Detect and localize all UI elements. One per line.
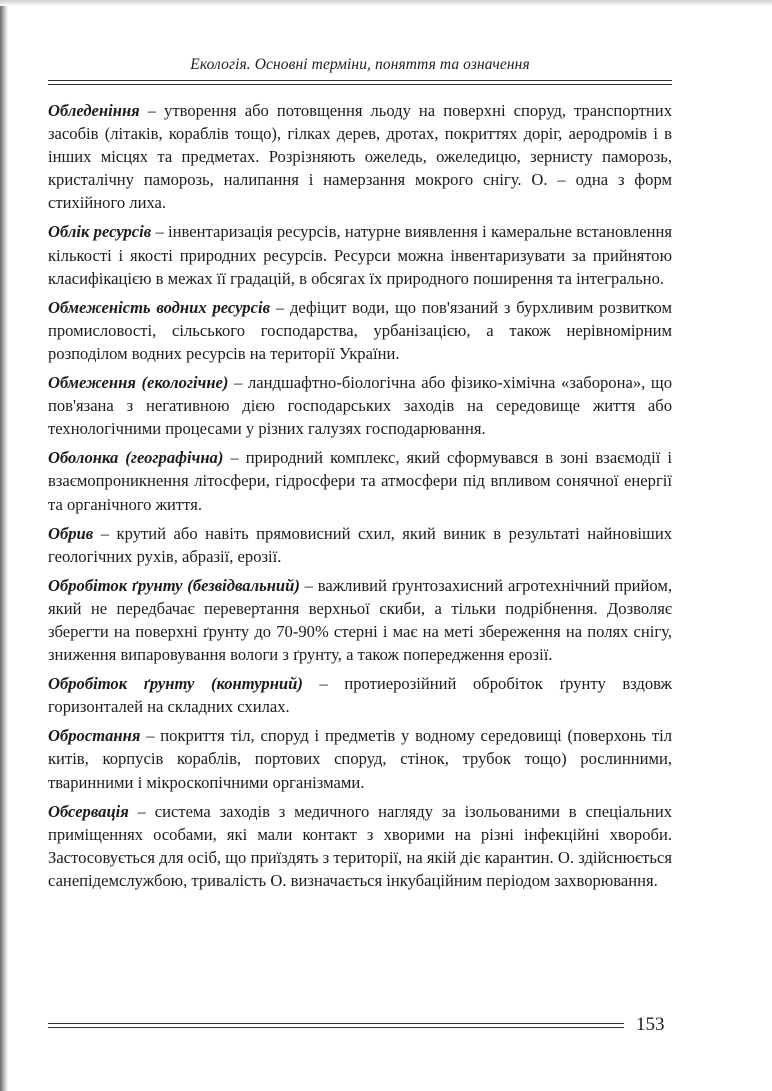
header-rule — [48, 84, 672, 85]
entry-term: Оболонка (географічна) — [48, 448, 224, 468]
entry-term: Обледеніння — [48, 101, 140, 120]
page-edge-shadow — [0, 0, 8, 1091]
entry-definition: – природний комплекс, який сформувався в зоні взаємодії і взаємопроникнення літосфери, гідросфери та атмосфери під впливом сонячної енергії та органічного життя. — [48, 448, 672, 514]
page-top-shadow — [0, 0, 772, 6]
header-rule — [48, 80, 672, 81]
glossary-entry-obolonka — [48, 446, 672, 515]
entry-definition: – ландшафтно-біологічна або фізико-хімічна «заборона», що пов'язана з негативною дією господарських заходів на середовище життя або технологічними процесами у різних галузях господарювання. — [48, 373, 672, 439]
footer-rule-line — [48, 1023, 624, 1024]
entry-definition: – протиерозійний обробіток ґрунту вздовж горизонталей на складних схилах. — [48, 674, 672, 717]
entry-definition: – важливий ґрунтозахисний агротехнічний прийом, який не передбачає перевертання верхньої скиби, а тільки подрібнення. Дозволяє зберегти на поверхні ґрунту до 70-90% стерні і має на меті збереження на полях снігу, зниження випаровування вологи з ґрунту, а також попередження ерозії. — [48, 575, 673, 665]
entry-term: Обробіток ґрунту (контурний) — [48, 674, 303, 694]
page-number: 153 — [636, 1014, 665, 1035]
glossary-entry-obmezhenist-vodnykh-resursiv — [48, 296, 672, 365]
glossary-entry-obmezhennia — [48, 371, 672, 440]
entry-definition: – утворення або потовщення льоду на поверхні споруд, транспортних засобів (літаків, кораблів тощо), гілках дерев, дротах, покриттях доріг, аеродромів і в інших місцях та предметах. Розрізняють ожеледь, ожеледицю, зернисту паморозь, кристалічну паморозь, налипання і намерзання мокрого снігу. О. – одна з форм стихійного лиха. — [48, 101, 672, 213]
glossary-entry-oblik-resursiv — [48, 220, 672, 289]
entry-term: Обсервація — [48, 801, 129, 821]
entry-term: Облік ресурсів — [48, 222, 152, 242]
entry-definition: – дефіцит води, що пов'язаний з бурхливим розвитком промисловості, сільського господарства, урбанізацією, а також нерівномірним розподілом водних ресурсів на території України. — [48, 297, 672, 363]
entry-term: Обмеження (екологічне) — [48, 373, 229, 393]
entry-definition: – інвентаризація ресурсів, натурне виявлення і камеральне встановлення кількості і якості природних ресурсів. Ресурси можна інвентаризувати за прийнятою класифікацією в межах її градацій, в обсягах їх природного поширення та інтегрально. — [48, 222, 673, 288]
glossary-entry-observatsiia — [48, 800, 672, 892]
running-header: Екологія. Основні терміни, поняття та означення — [190, 56, 530, 73]
glossary-entry-obryv — [48, 522, 672, 568]
glossary-entry-obledeninnia — [48, 99, 672, 214]
footer-rule — [48, 1023, 624, 1031]
glossary-entry-obrobitok-konturnyi — [48, 672, 672, 718]
glossary-entry-obrostannia — [48, 724, 672, 793]
glossary-entry-obrobitok-bezvidvalnyi — [48, 574, 672, 666]
entry-term: Обростання — [48, 726, 141, 746]
entry-definition: – покриття тіл, споруд і предметів у водному середовищі (поверхонь тіл китів, корпусів кораблів, портових споруд, стінок, трубок тощо) рослинними, тваринними і мікроскопічними організмами. — [48, 726, 672, 792]
entry-definition: – крутий або навіть прямовисний схил, який виник в результаті найновіших геологічних рухів, абразії, ерозії. — [48, 523, 672, 566]
entry-term: Обрив — [48, 523, 94, 543]
entry-term: Обробіток ґрунту (безвідвальний) — [48, 575, 300, 595]
entry-term: Обмеженість водних ресурсів — [48, 297, 270, 317]
glossary-entries — [48, 99, 672, 898]
footer-rule-line — [48, 1027, 624, 1028]
entry-definition: – система заходів з медичного нагляду за ізольованими в спеціальних приміщеннях особами, які мали контакт з хворими на різні інфекційні хвороби. Застосовується для осіб, що приїздять з території, на якій діє карантин. О. здійснюється санепідемслужбою, тривалість О. визначається інкубаційним періодом захворювання. — [48, 801, 672, 890]
